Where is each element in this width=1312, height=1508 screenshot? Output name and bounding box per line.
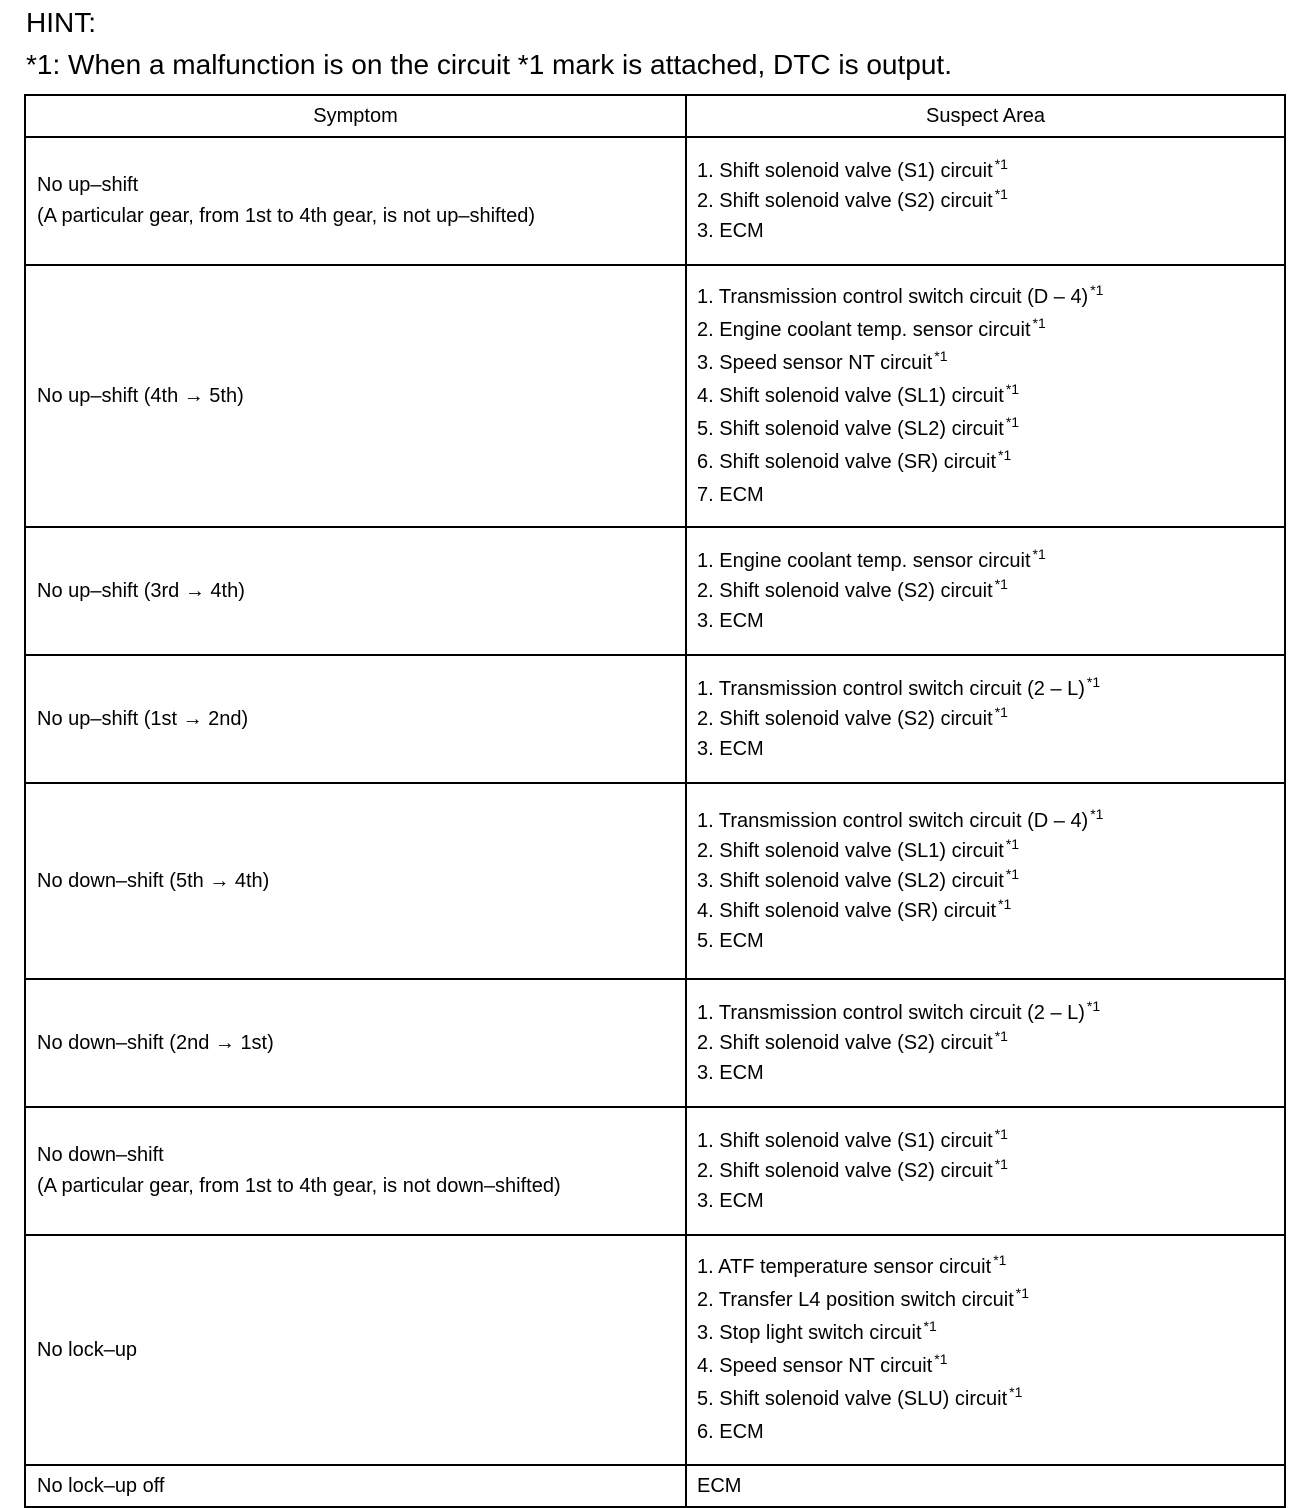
suspect-area-cell [686,783,1285,979]
suspect-area-cell [686,979,1285,1107]
dtc-mark: *1 [998,446,1012,463]
symptom-cell [25,979,686,1107]
dtc-mark: *1 [934,1351,948,1367]
suspect-item-text: ECM [697,1475,742,1497]
table-row [25,527,1285,655]
suspect-item [697,866,1284,896]
suspect-item [697,674,1284,704]
suspect-item [697,734,1284,764]
symptom-line: (A particular gear, from 1st to 4th gear, is not up–shifted) [37,205,536,227]
dtc-mark: *1 [1005,413,1020,430]
suspect-item [697,314,1284,347]
dtc-mark: *1 [994,1126,1008,1142]
suspect-item [697,281,1284,314]
suspect-item [697,1471,1284,1501]
symptom-line: No lock–up off [37,1474,165,1497]
dtc-mark: *1 [994,1156,1008,1172]
suspect-item [697,186,1284,216]
suspect-item [697,479,1284,512]
symptom-line: No up–shift [37,174,139,196]
suspect-item-text: 4. Shift solenoid valve (SR) circuit [697,900,997,922]
suspect-item [697,576,1284,606]
symptom-cell [25,265,686,527]
suspect-item-text: 4. Shift solenoid valve (SL1) circuit [697,384,1004,407]
suspect-item-text: 6. Shift solenoid valve (SR) circuit [697,450,997,473]
suspect-item-text: 7. ECM [697,483,764,506]
suspect-item [697,1156,1284,1186]
suspect-item-text: 1. ATF temperature sensor circuit [697,1256,992,1278]
dtc-mark: *1 [1086,674,1101,690]
table-row [25,1107,1285,1235]
suspect-item-text: 1. Transmission control switch circuit (D – 4) [697,285,1089,308]
suspect-item-text: 3. ECM [697,1062,764,1084]
dtc-mark: *1 [1015,1285,1030,1301]
symptom-cell [25,655,686,783]
hint-title: HINT: [26,7,96,38]
suspect-item-text: 2. Transfer L4 position switch circuit [697,1289,1014,1311]
suspect-item [697,998,1284,1028]
symptom-cell [25,1107,686,1235]
table-row [25,137,1285,265]
header-suspect-area: Suspect Area [686,95,1285,137]
suspect-item-text: 4. Speed sensor NT circuit [697,1355,933,1377]
suspect-item-text: 6. ECM [697,1421,764,1443]
table-row [25,1465,1285,1507]
table-row [25,979,1285,1107]
suspect-area-cell [686,1107,1285,1235]
suspect-item-text: 5. Shift solenoid valve (SLU) circuit [697,1388,1008,1410]
suspect-item-text: 3. ECM [697,610,764,632]
dtc-mark: *1 [994,576,1008,592]
suspect-item [697,380,1284,413]
suspect-item-text: 5. Shift solenoid valve (SL2) circuit [697,417,1004,440]
dtc-mark: *1 [1032,314,1046,331]
table-row [25,265,1285,527]
suspect-item [697,1058,1284,1088]
symptom-cell [25,527,686,655]
suspect-item [697,806,1284,836]
suspect-item [697,347,1284,380]
table-row [25,1235,1285,1465]
suspect-item-text: 5. ECM [697,930,764,952]
suspect-item-text: 3. ECM [697,220,764,242]
dtc-mark: *1 [994,156,1008,172]
suspect-item [697,216,1284,246]
suspect-item-text: 1. Transmission control switch circuit (D – 4) [697,810,1089,832]
suspect-item [697,446,1284,479]
suspect-item [697,1317,1284,1350]
suspect-item-text: 2. Shift solenoid valve (S2) circuit [697,580,993,602]
suspect-item-text: 3. ECM [697,1190,764,1212]
symptom-line: (A particular gear, from 1st to 4th gear, is not down–shifted) [37,1175,561,1197]
symptom-cell [25,137,686,265]
suspect-item [697,1383,1284,1416]
suspect-item-text: 3. Speed sensor NT circuit [697,351,933,374]
suspect-item [697,1284,1284,1317]
table-row [25,655,1285,783]
dtc-mark: *1 [994,1028,1008,1044]
suspect-item-text: 3. Shift solenoid valve (SL2) circuit [697,870,1004,892]
suspect-item-text: 2. Engine coolant temp. sensor circuit [697,318,1031,341]
suspect-item [697,1416,1284,1449]
dtc-mark: *1 [1005,866,1020,882]
dtc-mark: *1 [1009,1384,1023,1400]
suspect-item-text: 2. Shift solenoid valve (S2) circuit [697,1160,993,1182]
hint-note: *1: When a malfunction is on the circuit *1 mark is attached, DTC is output. [26,49,952,80]
symptom-cell [25,783,686,979]
suspect-item [697,896,1284,926]
suspect-item-text: 1. Engine coolant temp. sensor circuit [697,550,1031,572]
suspect-item-text: 1. Shift solenoid valve (S1) circuit [697,1130,993,1152]
dtc-mark: *1 [1032,546,1046,562]
dtc-mark: *1 [994,704,1008,720]
suspect-area-cell [686,265,1285,527]
suspect-item [697,1350,1284,1383]
suspect-item [697,836,1284,866]
symptom-cell [25,1465,686,1507]
suspect-item-text: 3. Stop light switch circuit [697,1322,922,1344]
suspect-area-cell [686,137,1285,265]
suspect-item [697,704,1284,734]
table-header-row [25,95,1285,137]
symptom-line: No up–shift (1st → 2nd) [37,707,249,730]
table-body [25,137,1285,1507]
suspect-item [697,926,1284,956]
symptom-line: No down–shift (5th → 4th) [37,869,270,892]
suspect-area-cell [686,527,1285,655]
suspect-item-text: 3. ECM [697,738,764,760]
suspect-item [697,1028,1284,1058]
suspect-item [697,606,1284,636]
suspect-item-text: 2. Shift solenoid valve (SL1) circuit [697,840,1004,862]
dtc-mark: *1 [994,186,1008,202]
dtc-mark: *1 [1090,806,1104,822]
suspect-area-cell [686,1235,1285,1465]
suspect-item-text: 1. Shift solenoid valve (S1) circuit [697,160,993,182]
symptom-line: No lock–up [37,1338,138,1361]
suspect-item [697,1251,1284,1284]
dtc-mark: *1 [923,1318,937,1334]
dtc-mark: *1 [1005,836,1020,852]
symptom-line: No up–shift (3rd → 4th) [37,579,245,602]
dtc-mark: *1 [993,1252,1007,1268]
dtc-mark: *1 [1090,281,1104,298]
symptom-line: No down–shift [37,1144,164,1166]
suspect-item-text: 1. Transmission control switch circuit (2 – L) [697,678,1085,700]
suspect-item [697,546,1284,576]
suspect-item [697,413,1284,446]
suspect-item [697,156,1284,186]
symptom-line: No up–shift (4th → 5th) [37,384,244,407]
suspect-area-cell [686,655,1285,783]
suspect-item [697,1186,1284,1216]
dtc-mark: *1 [934,347,948,364]
suspect-item-text: 1. Transmission control switch circuit (2 – L) [697,1002,1085,1024]
suspect-item-text: 2. Shift solenoid valve (S2) circuit [697,1032,993,1054]
dtc-mark: *1 [998,896,1012,912]
table-row [25,783,1285,979]
symptom-cell [25,1235,686,1465]
diagnosis-table [24,94,1286,1508]
suspect-item-text: 2. Shift solenoid valve (S2) circuit [697,708,993,730]
dtc-mark: *1 [1086,998,1101,1014]
header-symptom: Symptom [25,95,686,137]
suspect-item [697,1126,1284,1156]
suspect-item-text: 2. Shift solenoid valve (S2) circuit [697,190,993,212]
dtc-mark: *1 [1005,380,1020,397]
suspect-area-cell [686,1465,1285,1507]
symptom-line: No down–shift (2nd → 1st) [37,1031,274,1054]
